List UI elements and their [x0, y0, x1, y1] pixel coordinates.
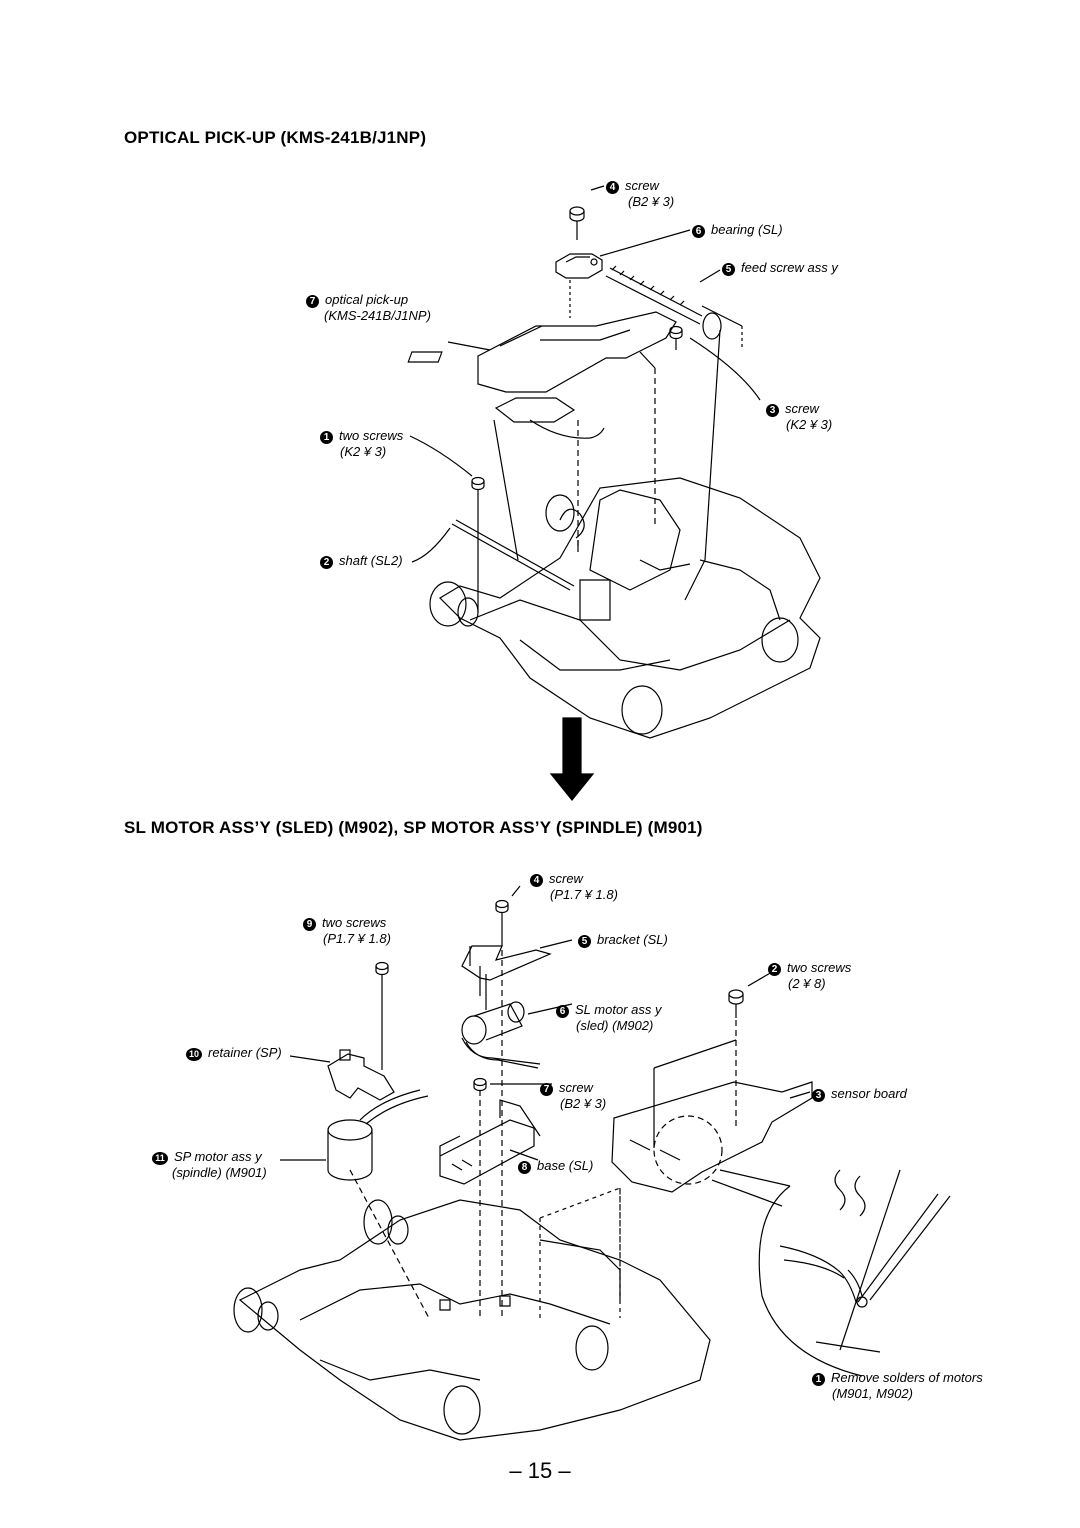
callout-base-sl: 8 base (SL) — [518, 1158, 593, 1174]
callout-sl-motor: 6 SL motor ass y (sled) (M902) — [556, 1002, 661, 1034]
screw-4-bottom-icon — [496, 901, 508, 941]
callout-shaft-sl2: 2 shaft (SL2) — [320, 553, 403, 569]
section-title-optical-pickup: OPTICAL PICK-UP (KMS-241B/J1NP) — [124, 128, 427, 147]
callout-feed-screw: 5 feed screw ass y — [722, 260, 838, 276]
down-arrow-icon — [551, 718, 593, 800]
callout-bracket-sl: 5 bracket (SL) — [578, 932, 668, 948]
callout-screw-4-bottom: 4 screw (P1.7 ¥ 1.8) — [530, 871, 618, 903]
callout-two-screws-9: 9 two screws (P1.7 ¥ 1.8) — [303, 915, 391, 947]
screw-2-bottom-icon — [729, 990, 743, 1018]
callout-two-screws-2: 2 two screws (2 ¥ 8) — [768, 960, 851, 992]
page-number: – 15 – — [509, 1458, 571, 1483]
callout-screw-3-top: 3 screw (K2 ¥ 3) — [766, 401, 832, 433]
screw-3-top-icon — [670, 327, 682, 351]
screw-7-icon — [474, 1079, 486, 1321]
callout-sp-motor: 11 SP motor ass y (spindle) (M901) — [152, 1149, 267, 1181]
callout-screw-4-top: 4 screw (B2 ¥ 3) — [606, 178, 674, 210]
callout-remove-solders: 1 Remove solders of motors (M901, M902) — [812, 1370, 983, 1402]
callout-sensor-board: 3 sensor board — [812, 1086, 907, 1102]
screw-9-icon — [376, 963, 388, 1071]
screw-4-top-icon — [570, 207, 584, 240]
callout-optical-pickup: 7 optical pick-up (KMS-241B/J1NP) — [306, 292, 431, 324]
callout-bearing-sl: 6 bearing (SL) — [692, 222, 783, 238]
callout-retainer-sp: 10 retainer (SP) — [186, 1045, 282, 1061]
section-title-motor-assy: SL MOTOR ASS’Y (SLED) (M902), SP MOTOR ASS’Y (SPINDLE) (M901) — [124, 818, 703, 837]
callout-screw-7: 7 screw (B2 ¥ 3) — [540, 1080, 606, 1112]
callout-two-screws-1-top: 1 two screws (K2 ¥ 3) — [320, 428, 403, 460]
